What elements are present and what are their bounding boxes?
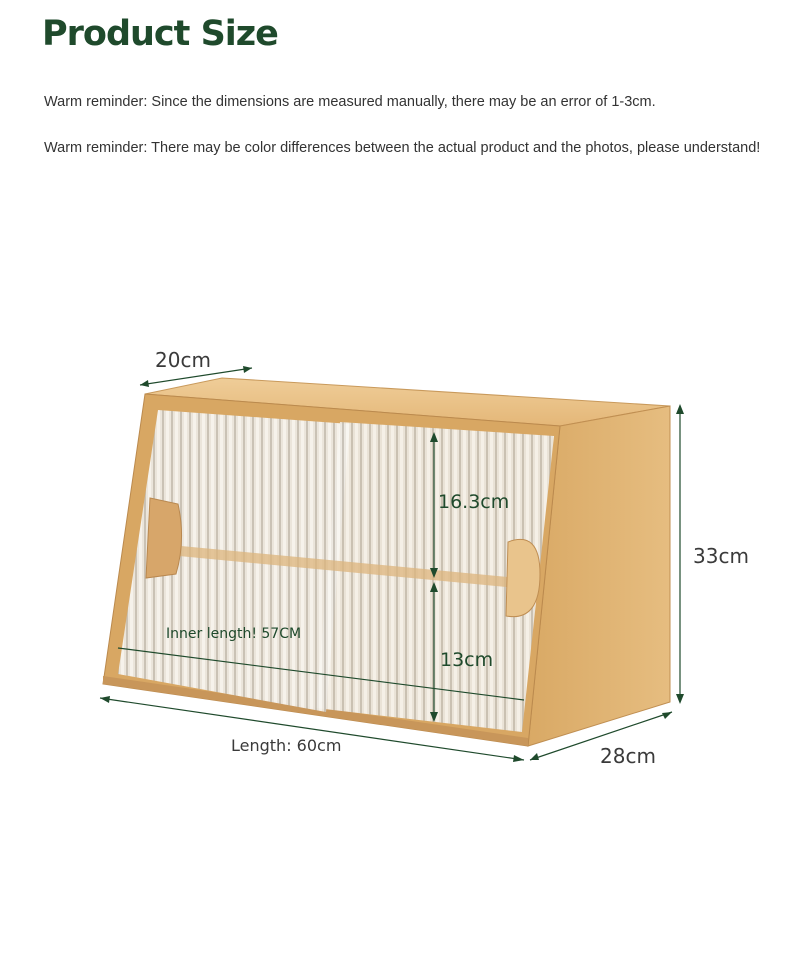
height-label: 33cm (693, 544, 749, 568)
page-title: Product Size (42, 14, 278, 54)
cabinet (103, 378, 670, 746)
depth-top-label: 20cm (155, 348, 211, 372)
left-handle (146, 498, 182, 578)
depth-bottom-label: 28cm (600, 744, 656, 768)
lower-compartment-label: 13cm (440, 649, 494, 671)
upper-compartment-label: 16.3cm (438, 491, 510, 513)
inner-length-label: Inner length! 57CM (166, 626, 302, 642)
color-reminder: Warm reminder: There may be color differences between the actual product and the photos, please understand! (44, 140, 761, 156)
length-label: Length: 60cm (231, 736, 342, 755)
measurement-reminder: Warm reminder: Since the dimensions are measured manually, there may be an error of 1-3cm. (44, 94, 656, 110)
